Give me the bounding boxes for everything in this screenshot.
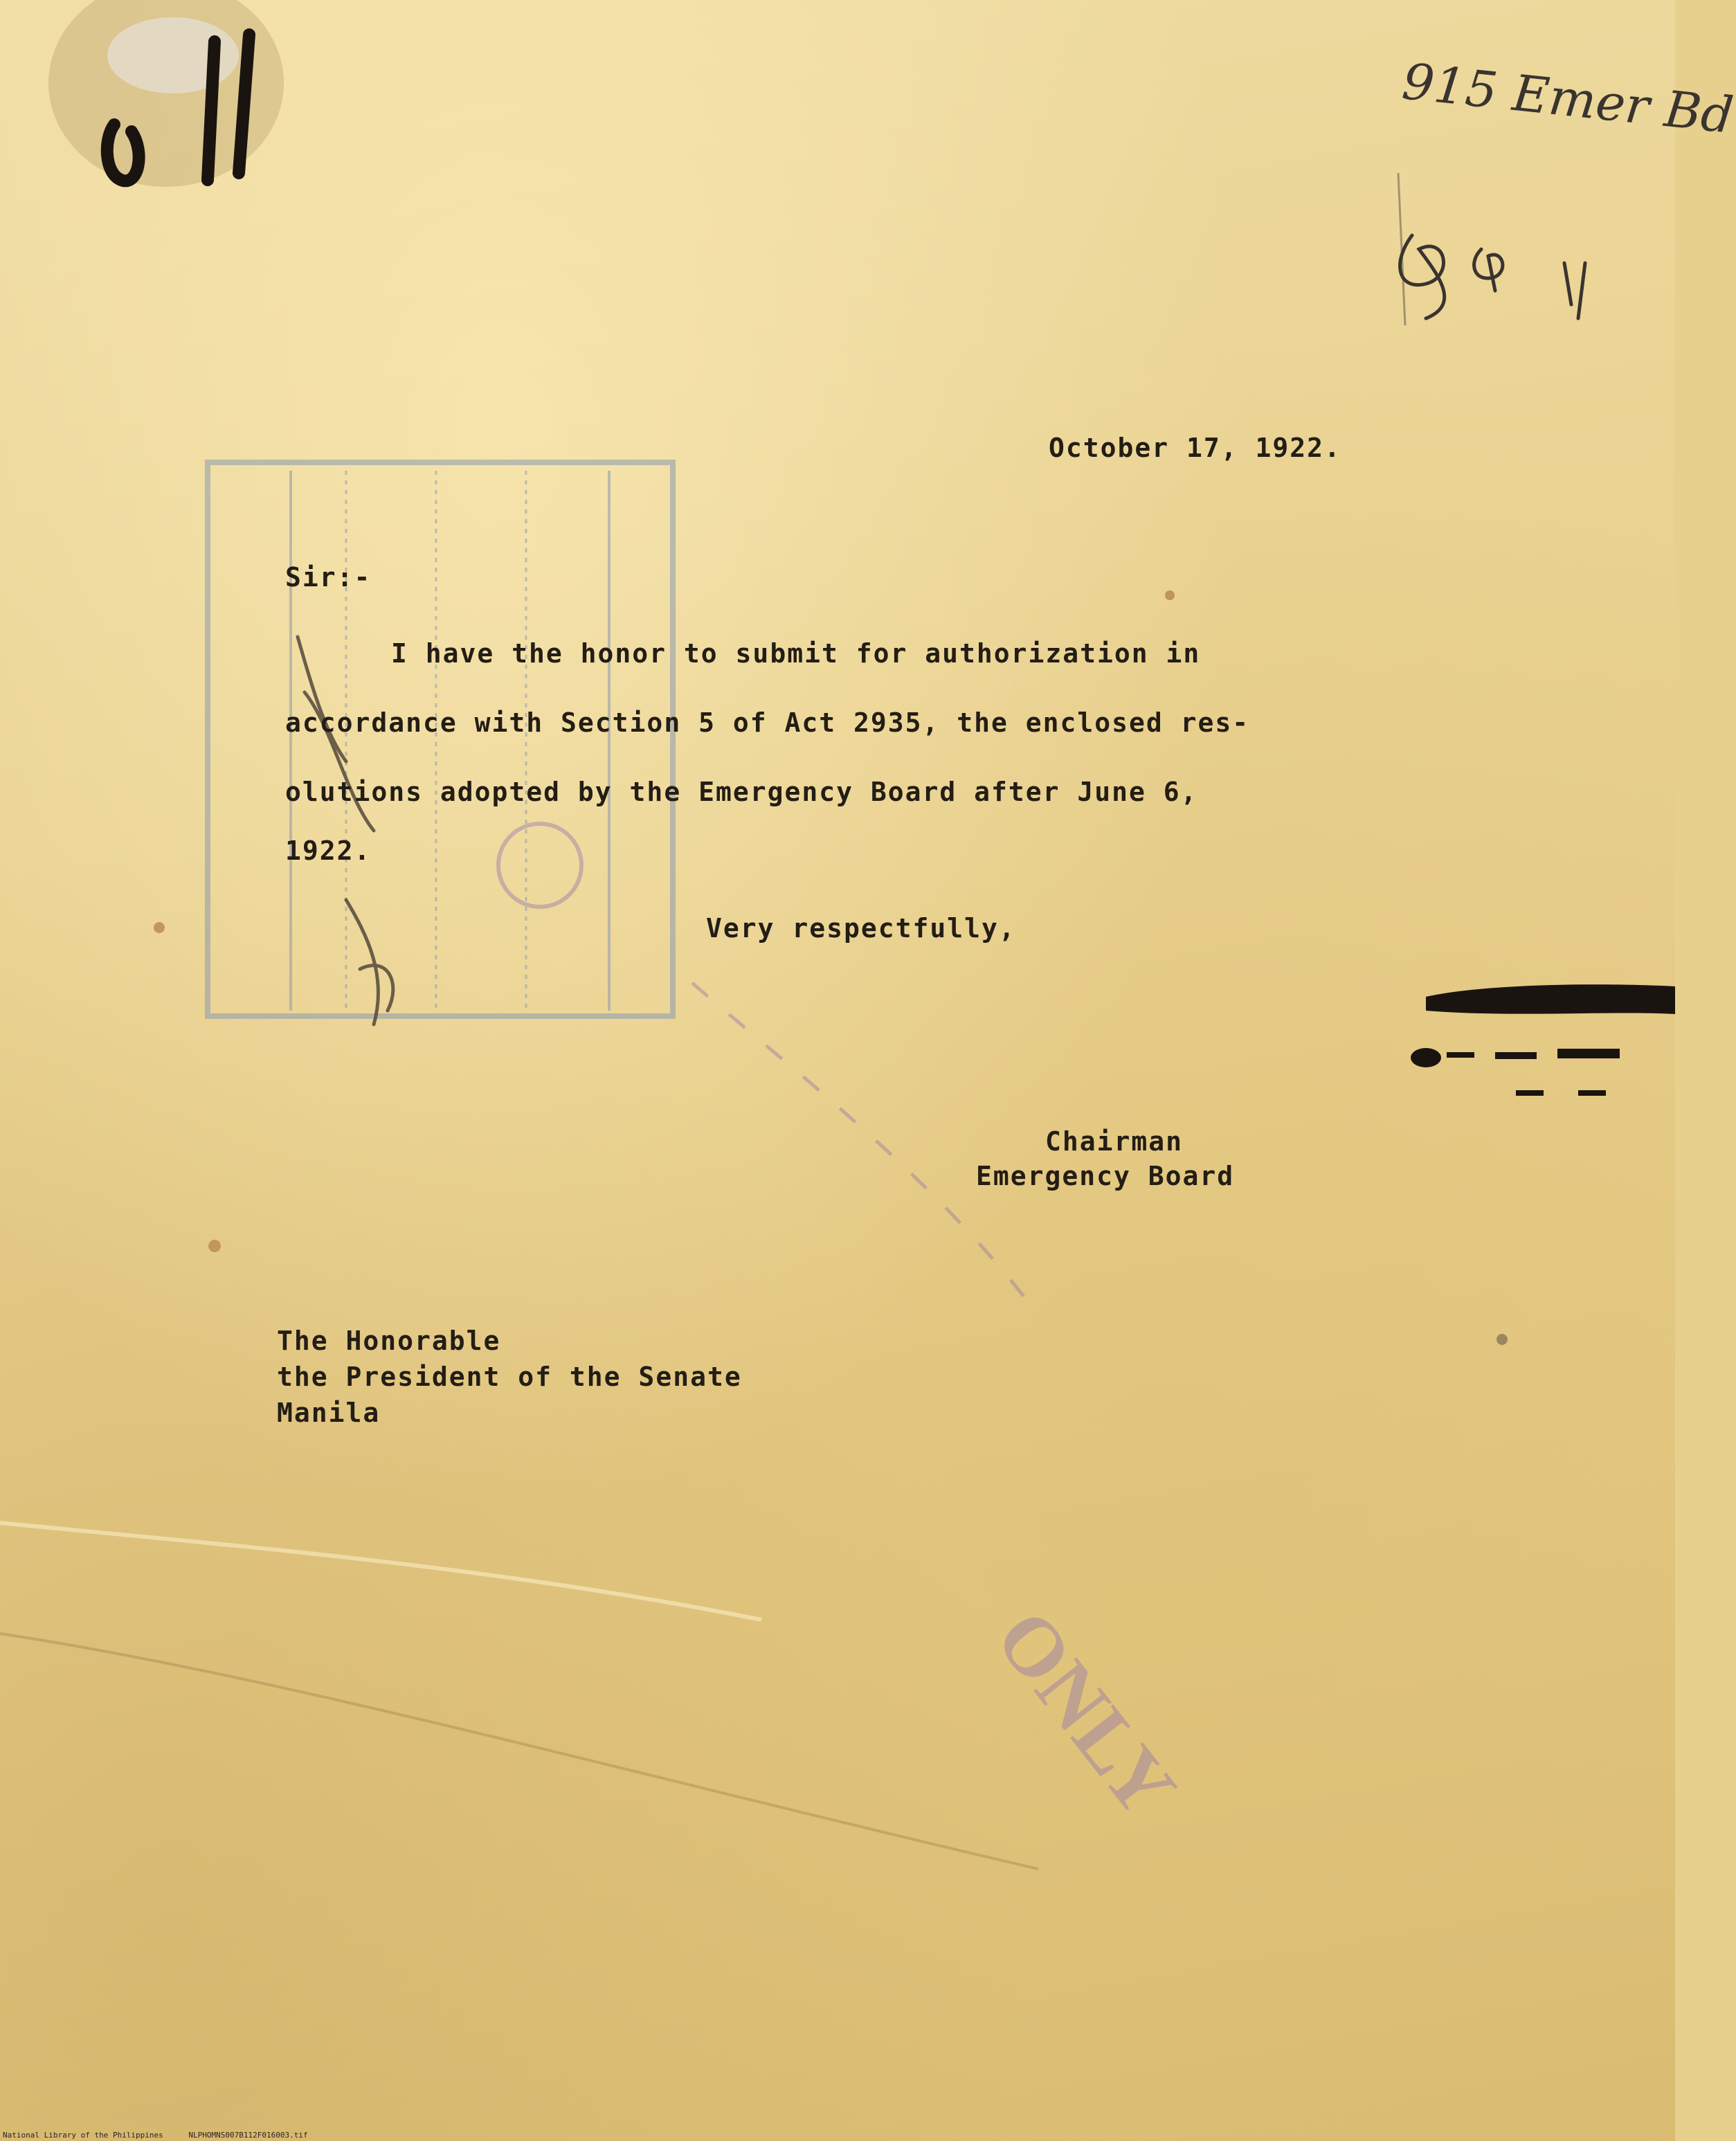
letter-closing: Very respectfully, [706,913,1016,943]
letter-body-line: 1922. [285,835,372,866]
stain-spot [1165,590,1175,600]
letter-salutation: Sir:- [285,562,372,593]
addressee-line: Manila [277,1398,381,1428]
addressee-line: the President of the Senate [277,1362,742,1392]
letter-body-line: olutions adopted by the Emergency Board after June 6, [285,777,1198,807]
stain-spot [208,1240,221,1252]
top-right-initials [1400,235,1585,318]
paper-crease [0,1634,1038,1869]
letter-date: October 17, 1922. [1049,433,1341,463]
stain-spot [1497,1334,1508,1345]
paper-crease [0,1523,761,1620]
ink-smudge [1426,984,1675,1014]
letter-body-line: accordance with Section 5 of Act 2935, the enclosed res- [285,707,1250,738]
ink-dash [1516,1090,1544,1096]
footer-file: NLPHOMNS007B112F016003.tif [188,2131,308,2140]
ink-dash [1578,1090,1606,1096]
stain-spot [154,922,165,933]
scan-footer [3,2131,329,2140]
letter-body-line: I have the honor to submit for authorization in [391,638,1201,669]
top-right-note: 915 Emer Bd [1399,52,1736,145]
signer-title: Chairman [1045,1126,1184,1157]
ink-dash [1495,1052,1537,1059]
violet-stamp-text: ONLY [978,1593,1195,1833]
ink-blot [1411,1048,1441,1067]
received-stamp [208,462,673,1016]
addressee-line: The Honorable [277,1326,501,1356]
violet-stamp [498,824,1038,1315]
ink-dash [1557,1049,1620,1058]
footer-library: National Library of the Philippines [3,2131,163,2140]
signer-org: Emergency Board [976,1161,1235,1191]
ink-dash [1447,1052,1474,1058]
